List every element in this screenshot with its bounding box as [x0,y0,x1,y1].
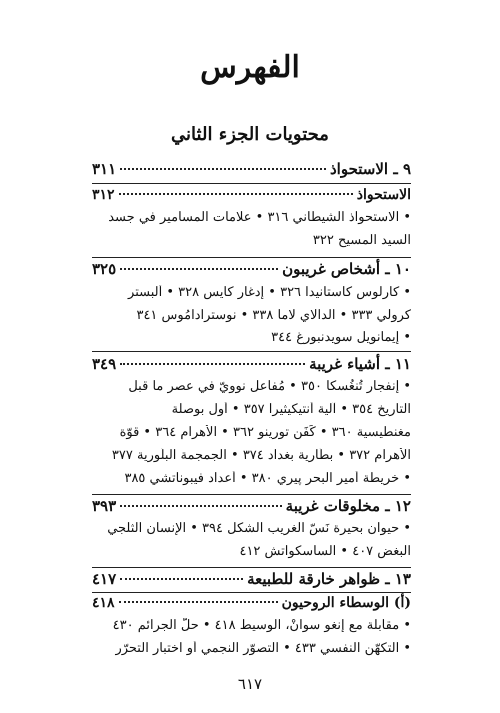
entry-line: كرولي ٣٣٣ • الدالاي لاما ٣٣٨ • نوسترادامُوس ٣٤١ [136,308,411,323]
divider [92,183,411,184]
section-label: الاستحواذ [356,187,411,203]
entry-line: • إنفجار تُنغُسكا ٣٥٠ • مُفاعل نوويّ في عصر ما قبل [128,379,411,394]
entry-line: البغض ٤٠٧ • الساسكواتش ٤١٢ [239,544,411,559]
chapter-page: ٣٤٩ [92,355,117,373]
page-number: ٦١٧ [237,675,263,693]
dot-leader [120,268,278,270]
entry-line: السيد المسيح ٣٢٢ [312,233,411,248]
chapter-label: ٩ ـ الاستحواذ [330,160,411,178]
chapter-page: ٤١٧ [92,570,117,588]
entry-line: • إيمانويل سويدنبورغ ٣٤٤ [271,330,411,345]
dot-leader [120,505,281,507]
toc-section-mediums[interactable] [92,595,411,611]
divider [92,494,411,495]
entry-line: • التكهّن النفسي ٤٣٣ • التصوّر النجمي أو اختبار التحرّر [115,641,411,656]
divider [92,351,411,352]
page-title: الفهرس [200,50,300,85]
dot-leader [119,601,278,603]
divider [92,567,411,568]
toc-section-possession[interactable] [92,187,411,203]
entry-line: • كارلوس كاستانيدا ٣٢٦ • إدغار كايس ٣٢٨ • ألبستر [128,285,411,300]
entry-line: • خريطة أمير البحر پيري ٣٨٠ • أعداد فيبوناتشي ٣٨٥ [124,471,411,486]
entry-line: • الاستحواذ الشيطاني ٣١٦ • علامات المسامير في جسد [108,210,411,225]
toc-chapter-11[interactable] [92,355,411,373]
toc-chapter-13[interactable] [92,570,411,588]
chapter-page: ٣٩٣ [92,497,117,515]
dot-leader [120,168,326,170]
entry-line: • حيوان بحيرة نَسّ الغريب الشكل ٣٩٤ • الإنسان الثلجي [107,521,411,536]
divider [92,592,411,593]
contents-subtitle: محتويات الجزء الثاني [171,124,329,145]
entry-line: التاريخ ٣٥٤ • آلية أنتيكيثيرا ٣٥٧ • أول بوصلة [171,402,411,417]
dot-leader [120,363,305,365]
chapter-label: ١٣ ـ ظواهر خارقة للطبيعة [247,570,411,588]
dot-leader [120,578,243,580]
toc-chapter-12[interactable] [92,497,411,515]
chapter-page: ٣٢٥ [92,260,117,278]
section-page: ٤١٨ [92,595,115,611]
toc-chapter-10[interactable] [92,260,411,278]
chapter-label: ١١ ـ أشياء غريبة [309,355,411,373]
chapter-label: ١٠ ـ أشخاص غريبون [282,260,411,278]
entry-line: • مقابلة مع إنغو سوانْ، الوسيط ٤١٨ • حلّ الجرائم ٤٣٠ [112,618,411,633]
chapter-label: ١٢ ـ مخلوقات غريبة [285,497,411,515]
dot-leader [119,193,353,195]
toc-chapter-9[interactable] [92,160,411,178]
entry-line: مغنطيسية ٣٦٠ • كَفَن تورينو ٣٦٢ • الأهرام ٣٦٤ • قوّة [119,425,411,440]
divider [92,257,411,258]
entry-line: الأهرام ٣٧٢ • بطّارية بغداد ٣٧٤ • الجمجمة البلّورية ٣٧٧ [111,448,411,463]
section-page: ٣١٢ [92,187,115,203]
chapter-page: ٣١١ [92,160,117,178]
section-label: (أ) الوسطاء الروحيون [281,595,411,611]
